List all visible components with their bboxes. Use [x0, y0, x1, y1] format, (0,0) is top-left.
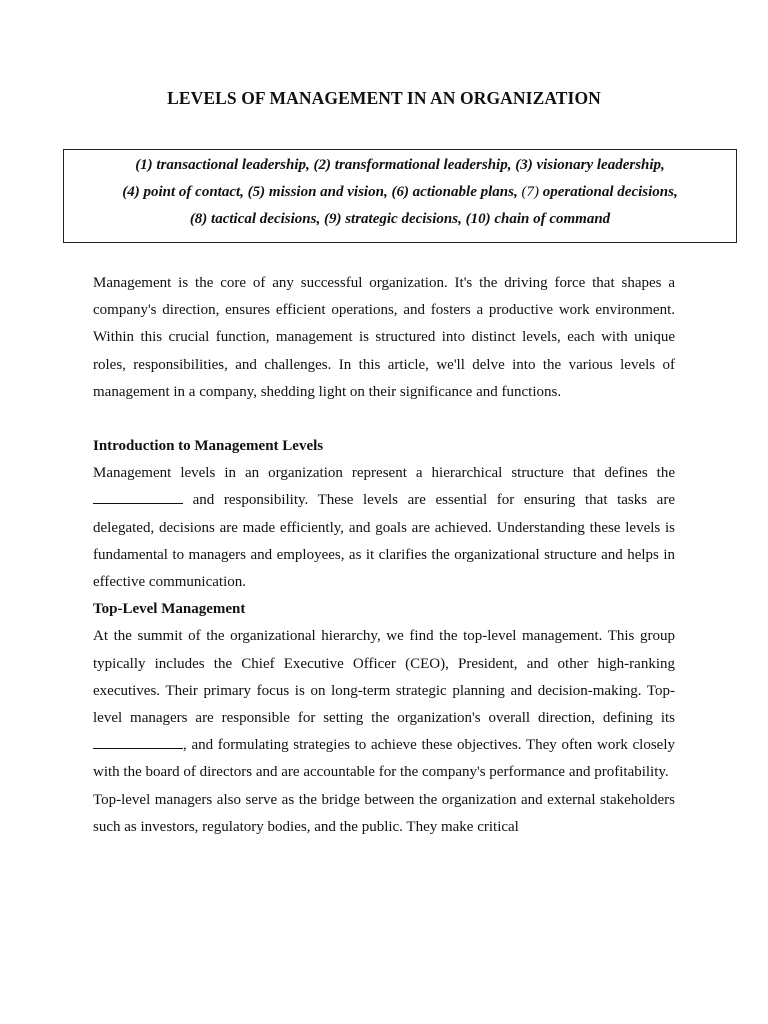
section-introduction-paragraph — [93, 460, 675, 596]
intro-text-before-blank: Management levels in an organization represent a hierarchical structure that defines the — [93, 465, 675, 482]
key-terms-line-1: (1) transactional leadership, (2) transformational leadership, (3) visionary leadership, — [135, 157, 665, 173]
section-heading-introduction: Introduction to Management Levels — [93, 438, 324, 455]
key-terms-box — [63, 149, 737, 243]
key-terms-line-2 — [64, 184, 736, 201]
section-heading-top-level: Top-Level Management — [93, 601, 246, 618]
key-terms-line-2-plain: (7) — [517, 184, 543, 200]
fill-in-blank-1[interactable] — [93, 489, 183, 504]
intro-text-after-blank: and responsibility. These levels are essential for ensuring that tasks are delegated, decisions are made efficiently, and goals are achieved. Understanding these levels is fundamental to managers and employees, as it clarifies the organizational structure and helps in effective communication. — [93, 492, 675, 591]
document-body — [93, 270, 675, 841]
key-terms-line-3: (8) tactical decisions, (9) strategic decisions, (10) chain of command — [189, 211, 611, 227]
intro-paragraph: Management is the core of any successful organization. It's the driving force that shapes a company's direction, ensures efficient operations, and fosters a productive work environment. Within this crucial function, management is structured into distinct levels, each with unique roles, responsibilities, and challenges. In this article, we'll delve into the various levels of management in a company, shedding light on their significance and functions. — [93, 275, 675, 400]
key-terms-line-2-bold: (4) point of contact, (5) mission and vision, (6) actionable plans, — [122, 184, 518, 200]
document-title: LEVELS OF MANAGEMENT IN AN ORGANIZATION — [167, 88, 601, 108]
fill-in-blank-2[interactable] — [93, 734, 183, 749]
paragraph-gap — [93, 406, 675, 433]
top-level-paragraph-1 — [93, 623, 675, 786]
top-level-paragraph-2: Top-level managers also serve as the bridge between the organization and external stakeholders such as investors, regulatory bodies, and the public. They make critical — [93, 791, 675, 835]
top-level-text-after-blank: , and formulating strategies to achieve these objectives. They often work closely with the board of directors and are accountable for the company's performance and profitability. — [93, 737, 675, 781]
key-terms-line-2-bold-2: operational decisions, — [542, 184, 678, 200]
top-level-text-before-blank: At the summit of the organizational hierarchy, we find the top-level management. This group typically includes the Chief Executive Officer (CEO), President, and other high-ranking executives. Their primary focus is on long-term strategic planning and decision-making. Top-level managers are responsible for setting the organization's overall direction, defining its — [93, 628, 675, 727]
